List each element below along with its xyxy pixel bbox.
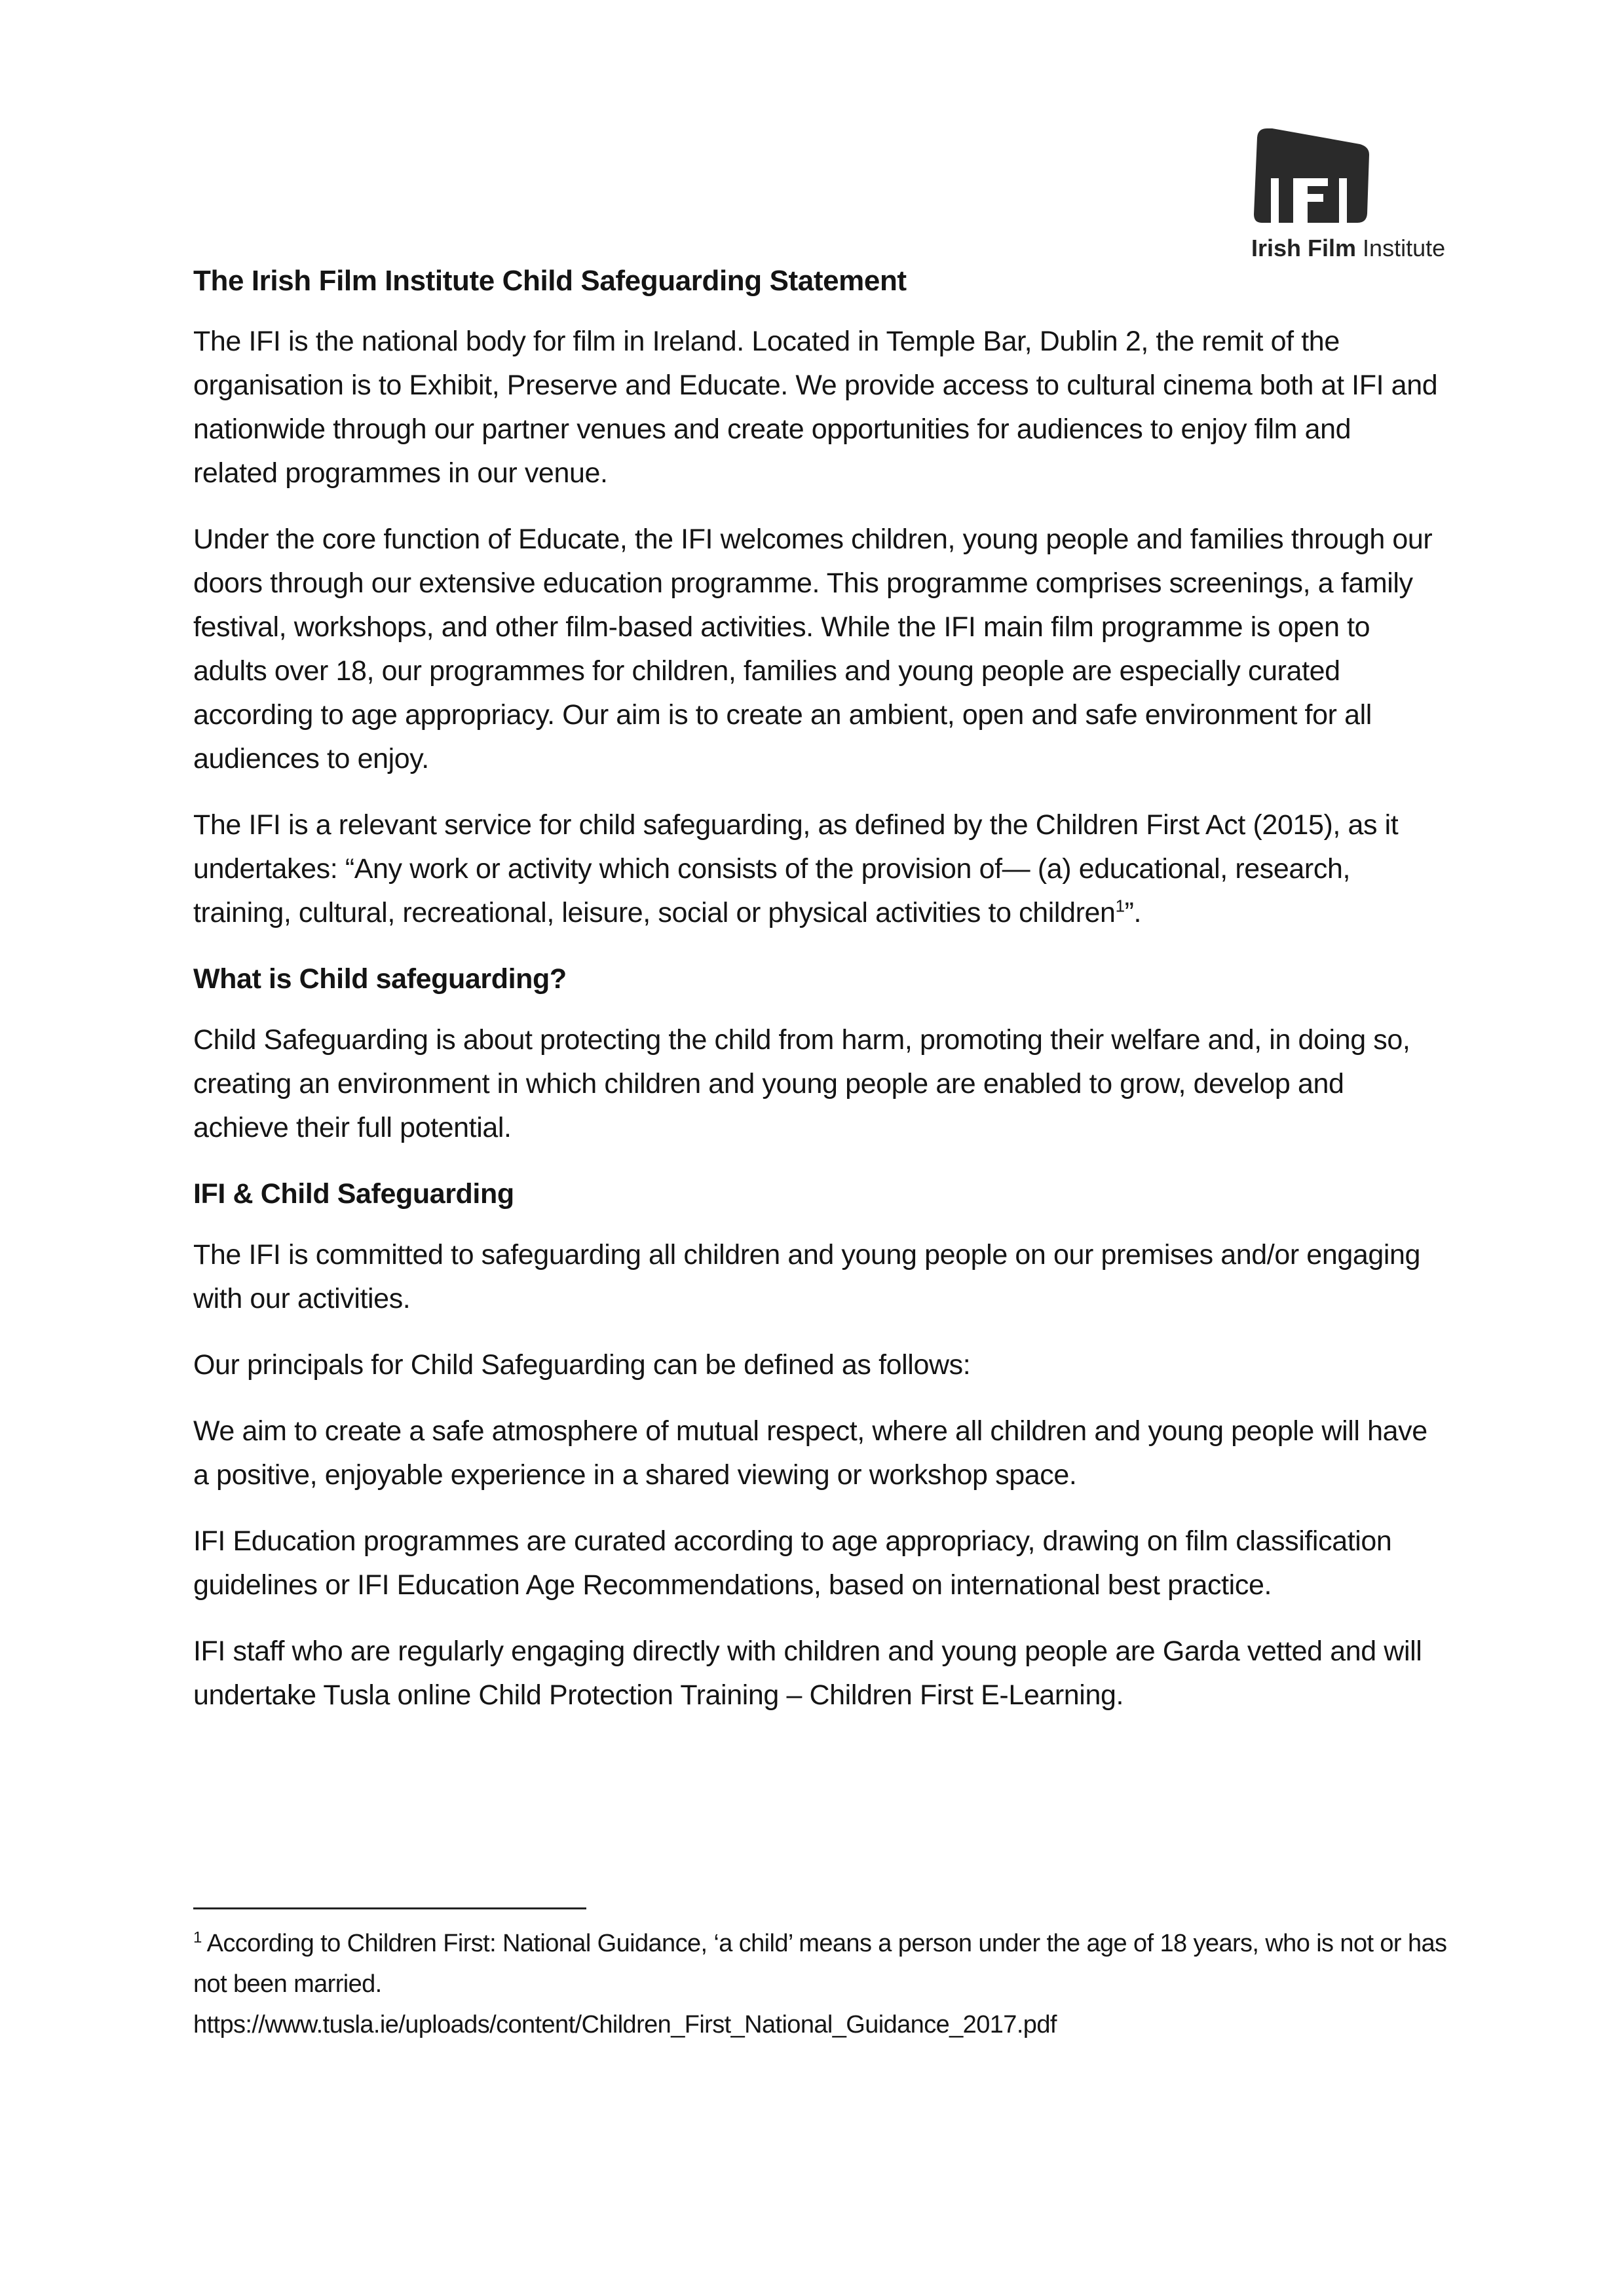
footnote-text: $^1$ According to Children First: National Guidance, ‘a child’ means a person under the age of 18 years, who is not or has not been married. xyxy=(193,1928,1447,1998)
ifi-logo-mark-icon xyxy=(1253,126,1370,224)
section2-paragraph-3: We aim to create a safe atmosphere of mutual respect, where all children and young people will have a positive, enjoyable experience in a shared viewing or workshop space. xyxy=(193,1415,1427,1491)
section-heading-ifi-child-safeguarding: IFI & Child Safeguarding xyxy=(193,1178,514,1210)
intro-paragraph-2: Under the core function of Educate, the IFI welcomes children, young people and families through our doors through our extensive education programme. This programme comprises screenings, a family festival, workshops, and other film-based activities. While the IFI main film programme is open to adults over 18, our programmes for children, families and young people are especially curated according to age appropriacy. Our aim is to create an ambient, open and safe environment for all audiences to enjoy. xyxy=(193,524,1433,775)
footnote-url-link[interactable]: https://www.tusla.ie/uploads/content/Children_First_National_Guidance_2017.pdf xyxy=(193,2011,1057,2038)
logo-wordmark: Irish Film Institute xyxy=(1251,235,1446,261)
section1-paragraph-1: Child Safeguarding is about protecting the child from harm, promoting their welfare and, in doing so, creating an environment in which children and young people are enabled to grow, develop and achieve their full potential. xyxy=(193,1024,1410,1143)
section2-paragraph-2: Our principals for Child Safeguarding can be defined as follows: xyxy=(193,1349,971,1381)
section2-paragraph-1: The IFI is committed to safeguarding all children and young people on our premises and/or engaging with our activities. xyxy=(193,1239,1421,1314)
footnote-separator xyxy=(193,1907,586,1909)
section2-paragraph-4: IFI Education programmes are curated according to age appropriacy, drawing on film classification guidelines or IFI Education Age Recommendations, based on international best practice. xyxy=(193,1525,1392,1601)
intro-paragraph-1: The IFI is the national body for film in Ireland. Located in Temple Bar, Dublin 2, the remit of the organisation is to Exhibit, Preserve and Educate. We provide access to cultural cinema both at IFI and nationwide through our partner venues and create opportunities for audiences to enjoy film and related programmes in our venue. xyxy=(193,326,1438,489)
footnote xyxy=(193,1923,1451,2045)
footnote-reference[interactable]: 1 xyxy=(1115,896,1125,916)
document-body xyxy=(193,259,1438,1740)
relevant-service-paragraph: The IFI is a relevant service for child safeguarding, as defined by the Children First Act (2015), as it undertakes: “Any work or activity which consists of the provision of— (a) educational, research, training, cultural, recreational, leisure, social or physical activities to children$^1$”. xyxy=(193,809,1399,928)
document-title: The Irish Film Institute Child Safeguarding Statement xyxy=(193,265,907,297)
section-heading-what-is-child-safeguarding: What is Child safeguarding? xyxy=(193,963,567,995)
section2-paragraph-5: IFI staff who are regularly engaging directly with children and young people are Garda vetted and will undertake Tusla online Child Protection Training – Children First E-Learning. xyxy=(193,1636,1422,1711)
